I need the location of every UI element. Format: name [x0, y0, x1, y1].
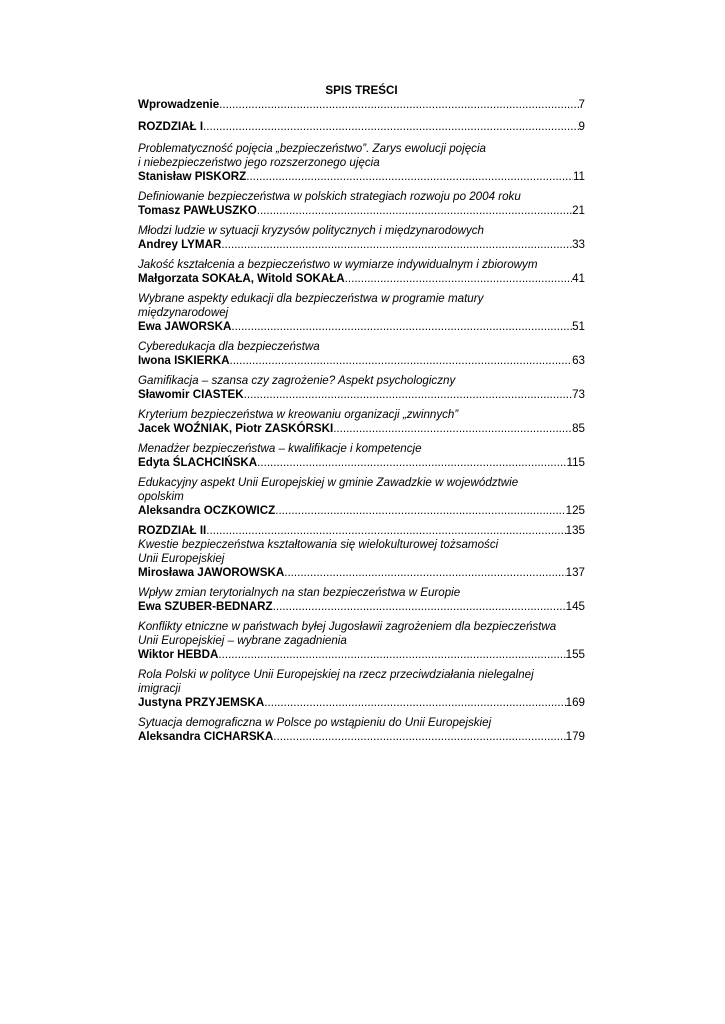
dot-leader: [284, 566, 565, 580]
toc-entry-author: Małgorzata SOKAŁA: [138, 272, 251, 285]
toc-entry-page-number: 33: [572, 238, 585, 251]
toc-entry-author: Edyta ŚLACHCIŃSKA: [138, 456, 258, 469]
toc-entry: [138, 120, 585, 134]
toc-entry-page-number: 21: [572, 204, 585, 217]
toc-entry-author: Stanisław PISKORZ: [138, 170, 247, 183]
toc-entry-author: Sławomir CIASTEK: [138, 388, 244, 401]
dot-leader: [345, 272, 572, 286]
toc-entry-page-number: 169: [565, 696, 585, 709]
dot-leader: [229, 354, 572, 368]
toc-entry-title: Definiowanie bezpieczeństwa w polskich strategiach rozwoju po 2004 roku: [138, 190, 521, 203]
toc-entry-title: imigracji: [138, 682, 181, 695]
toc-entry-row: [138, 354, 585, 368]
dot-leader: [231, 320, 572, 334]
toc-entry-page-number: 73: [572, 388, 585, 401]
toc-entry-author: Ewa SZUBER-BEDNARZ: [138, 600, 273, 613]
toc-entry-page-number: 51: [572, 320, 585, 333]
dot-leader: [246, 170, 573, 184]
dot-leader: [333, 422, 572, 436]
toc-entry: [138, 538, 585, 580]
dot-leader: [203, 120, 579, 134]
toc-entry: [138, 586, 585, 614]
dot-leader: [219, 98, 578, 112]
toc-entry-title: Sytuacja demograficzna w Polsce po wstąpieniu do Unii Europejskiej: [138, 716, 492, 729]
toc-entry: [138, 292, 585, 334]
toc-entry: [138, 476, 585, 518]
toc-entry: [138, 716, 585, 744]
toc-entry-row: [138, 98, 585, 112]
toc-entry-title: Rola Polski w polityce Unii Europejskiej na rzecz przeciwdziałania nielegalnej: [138, 668, 534, 681]
toc-entry: [138, 620, 585, 662]
dot-leader: [273, 730, 565, 744]
toc-heading: SPIS TREŚCI: [325, 84, 398, 97]
toc-entry-page-number: 155: [565, 648, 585, 661]
toc-entry-author: Wprowadzenie: [138, 98, 220, 111]
toc-entry-page-number: 135: [565, 524, 585, 537]
toc-entry: [138, 524, 585, 538]
dot-leader: [218, 648, 565, 662]
toc-entry-author: Ewa JAWORSKA: [138, 320, 232, 333]
toc-entry-page-number: 7: [578, 98, 585, 111]
dot-leader: [206, 524, 565, 538]
toc-entry-page-number: 125: [565, 504, 585, 517]
dot-leader: [257, 456, 566, 470]
toc-entry-author: Aleksandra CICHARSKA: [138, 730, 274, 743]
toc-entry: [138, 190, 585, 218]
toc-entry-author: ROZDZIAŁ II: [138, 524, 207, 537]
toc-entry-row: [138, 524, 585, 538]
toc-entry-title: Wybrane aspekty edukacji dla bezpieczeństwa w programie matury: [138, 292, 484, 305]
toc-entry: [138, 442, 585, 470]
toc-entry-row: [138, 170, 585, 184]
toc-entry-title: i niebezpieczeństwo jego rozszerzonego ujęcia: [138, 156, 380, 169]
toc-entry-page-number: 85: [572, 422, 585, 435]
toc-entry-title: Kryterium bezpieczeństwa w kreowaniu organizacji „zwinnych”: [138, 408, 459, 421]
toc-entry-title: Jakość kształcenia a bezpieczeństwo w wymiarze indywidualnym i zbiorowym: [138, 258, 538, 271]
toc-entry: [138, 668, 585, 710]
toc-entry-row: [138, 456, 585, 470]
toc-entry-title: Menadżer bezpieczeństwa – kwalifikacje i kompetencje: [138, 442, 422, 455]
toc-entry: [138, 340, 585, 368]
toc-entry-row: [138, 600, 585, 614]
toc-entry-page-number: 9: [578, 120, 585, 133]
toc-entry-page-number: 145: [565, 600, 585, 613]
toc-entry-row: [138, 422, 585, 436]
toc-entry-row: [138, 204, 585, 218]
toc-entry-author: Jacek WOŹNIAK, Piotr ZASKÓRSKI: [138, 422, 334, 435]
toc-entry-page-number: 137: [565, 566, 585, 579]
toc-entry-row: [138, 648, 585, 662]
toc-entry-title: Wpływ zmian terytorialnych na stan bezpieczeństwa w Europie: [138, 586, 461, 599]
toc-entry: [138, 374, 585, 402]
toc-entry-page-number: 63: [572, 354, 585, 367]
toc-entry: [138, 224, 585, 252]
toc-entry-row: [138, 504, 585, 518]
toc-entry-page-number: 11: [572, 170, 585, 183]
table-of-contents: [138, 84, 585, 744]
dot-leader: [273, 600, 566, 614]
toc-entry-row: [138, 566, 585, 580]
toc-entry-title: międzynarodowej: [138, 306, 229, 319]
toc-entry-author: Justyna PRZYJEMSKA: [138, 696, 265, 709]
toc-entry-row: [138, 320, 585, 334]
toc-entry-title: opolskim: [138, 490, 184, 503]
toc-entry: [138, 258, 585, 286]
toc-entry-title: Młodzi ludzie w sytuacji kryzysów politycznych i międzynarodowych: [138, 224, 485, 237]
toc-entry-title: Konflikty etniczne w państwach byłej Jugosławii zagrożeniem dla bezpieczeństwa: [138, 620, 557, 633]
toc-list: [138, 98, 585, 744]
toc-entry: [138, 98, 585, 112]
toc-entry-row: [138, 272, 585, 286]
toc-entry-author-secondary: , Witold SOKAŁA: [250, 272, 345, 285]
toc-entry: [138, 408, 585, 436]
toc-entry-title: Edukacyjny aspekt Unii Europejskiej w gminie Zawadzkie w województwie: [138, 476, 519, 489]
toc-entry-author: Aleksandra OCZKOWICZ: [138, 504, 276, 517]
toc-entry-author: Mirosława JAWOROWSKA: [138, 566, 285, 579]
toc-entry-author: ROZDZIAŁ I: [138, 120, 204, 133]
toc-entry-row: [138, 238, 585, 252]
toc-entry-author: Iwona ISKIERKA: [138, 354, 230, 367]
dot-leader: [275, 504, 565, 518]
toc-entry-title: Kwestie bezpieczeństwa kształtowania się wielokulturowej tożsamości: [138, 538, 499, 551]
toc-entry-row: [138, 388, 585, 402]
dot-leader: [257, 204, 572, 218]
toc-entry-page-number: 41: [572, 272, 585, 285]
toc-entry-row: [138, 120, 585, 134]
dot-leader: [244, 388, 572, 402]
toc-entry-title: Problematyczność pojęcia „bezpieczeństwo”. Zarys ewolucji pojęcia: [138, 142, 486, 155]
toc-entry-author: Tomasz PAWŁUSZKO: [138, 204, 257, 217]
toc-entry-title: Cyberedukacja dla bezpieczeństwa: [138, 340, 320, 353]
toc-entry-author: Wiktor HEBDA: [138, 648, 219, 661]
dot-leader: [264, 696, 565, 710]
toc-entry-author: Andrey LYMAR: [138, 238, 222, 251]
toc-entry-row: [138, 730, 585, 744]
toc-entry-title: Unii Europejskiej: [138, 552, 225, 565]
toc-entry-title: Gamifikacja – szansa czy zagrożenie? Aspekt psychologiczny: [138, 374, 456, 387]
toc-entry-page-number: 179: [565, 730, 585, 743]
toc-entry-row: [138, 696, 585, 710]
toc-entry-title: Unii Europejskiej – wybrane zagadnienia: [138, 634, 347, 647]
dot-leader: [221, 238, 572, 252]
toc-entry-page-number: 115: [566, 456, 585, 469]
toc-entry: [138, 142, 585, 184]
